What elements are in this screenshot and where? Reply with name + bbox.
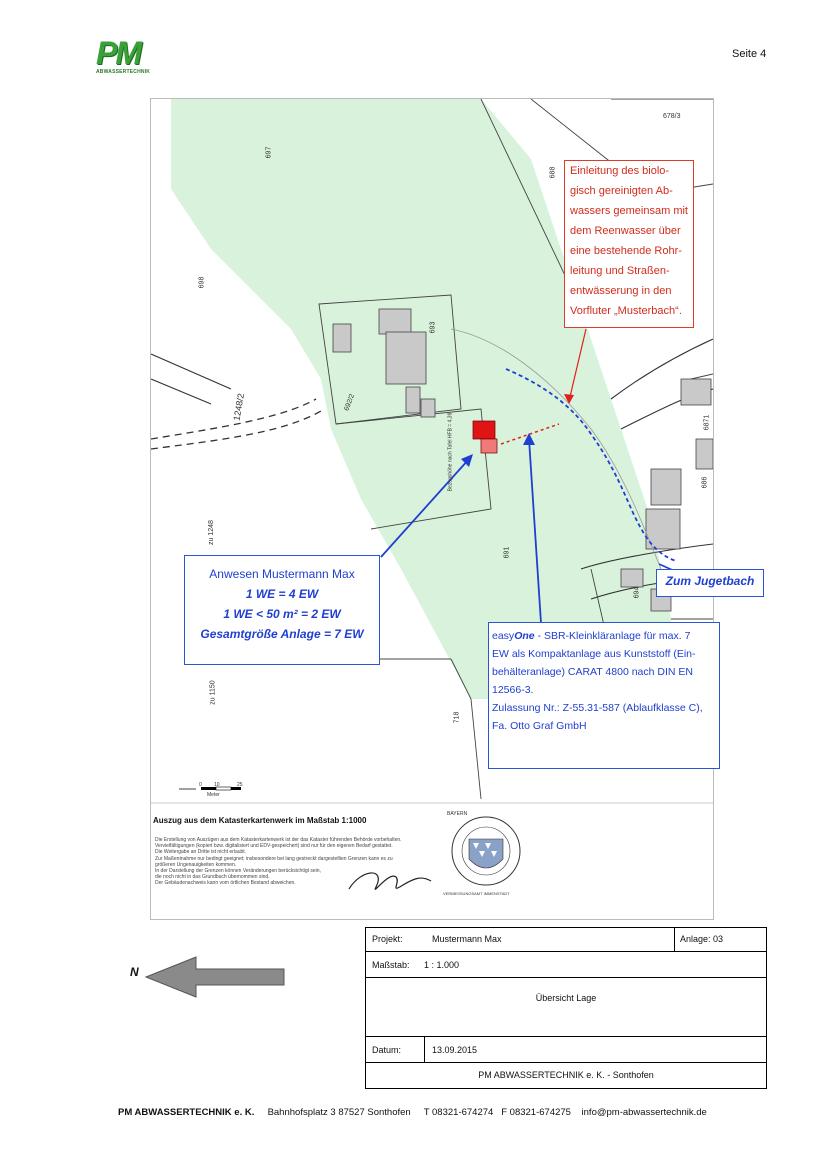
treatment-tank-secondary (481, 439, 497, 453)
parcel-label: zu 1248 (207, 520, 215, 545)
kataster-line: Die Erstellung von Auszügen aus dem Katasterkartenwerk ist der das Kataster führenden Behörde vorbehalten. (155, 837, 402, 843)
parcel-label: zu 1150 (209, 680, 217, 705)
projekt-label: Projekt: (372, 934, 403, 944)
owner-callout (184, 555, 380, 665)
kataster-line: die noch nicht in das Grundbuch übernommen sind. (155, 874, 270, 881)
callout-line: dem Reenwasser über (570, 225, 681, 237)
plant-line-1-rest: - SBR-Kleinkläranlage für max. 7 (534, 630, 691, 642)
parcel-label: 6871 (703, 414, 711, 431)
callout-line: gisch gereinigten Ab- (570, 185, 673, 197)
owner-we2: 1 WE < 50 m² = 2 EW (223, 607, 341, 621)
treatment-tank-main (473, 421, 495, 439)
footer-address: Bahnhofsplatz 3 87527 Sonthofen (267, 1107, 411, 1118)
datum-value: 13.09.2015 (432, 1045, 478, 1055)
brand-name: One (514, 630, 535, 642)
callout-line: leitung und Straßen- (570, 265, 670, 277)
callout-line: Einleitung des biolo- (570, 165, 670, 177)
plant-line: 12566-3. (492, 684, 534, 696)
drawing-title: Übersicht Lage (535, 993, 597, 1003)
parcel-label: 691 (503, 546, 511, 559)
scale-bar (179, 787, 241, 790)
discharge-callout (564, 160, 694, 328)
footer-fax: F 08321-674275 (501, 1107, 571, 1118)
brand-prefix: easy (492, 630, 515, 642)
jugetbach-callout: Zum Jugetbach (656, 569, 764, 597)
owner-we1: 1 WE = 4 EW (245, 587, 319, 601)
title-block (365, 927, 767, 1089)
footer-company: PM ABWASSERTECHNIK e. K. (118, 1107, 255, 1118)
parcel-label: 688 (549, 166, 557, 179)
parcel-label: 697 (265, 146, 273, 159)
kataster-title: Auszug aus dem Katasterkartenwerk im Maßstab 1:1000 (153, 816, 367, 825)
datum-label: Datum: (372, 1045, 402, 1055)
parcel-label: 698 (198, 276, 206, 289)
north-arrow-icon (144, 954, 286, 1000)
logo-subtitle: ABWASSERTECHNIK (96, 69, 151, 75)
parcel-label: 1248/2 (231, 392, 247, 422)
plant-callout (488, 622, 720, 769)
plant-line: EW als Kompaktanlage aus Kunststoff (Ein- (492, 648, 696, 660)
seal-top-text: BAYERN (447, 811, 468, 817)
north-label: N (130, 965, 139, 979)
company-logo (96, 35, 151, 76)
kataster-line: Die Weitergabe an Dritte ist nicht erlaubt. (155, 849, 247, 856)
plant-line-1 (492, 627, 717, 645)
parcel-label: 678/3 (663, 113, 681, 120)
kataster-line: Zur Maßentnahme nur bedingt geeignet; insbesondere bei lang gestreckt dargestellten Grenzen kann es zu (155, 855, 393, 862)
projekt-value: Mustermann Max (432, 934, 502, 944)
parcel-label: 686 (701, 476, 709, 489)
footer-phone: T 08321-674274 (423, 1107, 494, 1118)
scale-tick: 0 (199, 782, 202, 788)
parcel-label: 718 (453, 711, 461, 724)
scale-tick: 10 (214, 782, 220, 788)
footer-email: info@pm-abwassertechnik.de (581, 1107, 707, 1118)
callout-line: entwässerung in den (570, 285, 672, 297)
callout-line: wassers gemeinsam mit (570, 205, 688, 217)
massstab-value: 1 : 1.000 (424, 960, 460, 970)
anlage-number: Anlage: 03 (680, 934, 724, 944)
parcel-label: 693 (429, 321, 437, 334)
kataster-line: In der Darstellung der Grenzen können Veränderungen berücksichtigt sein, (155, 868, 321, 875)
callout-line: eine bestehende Rohr- (570, 245, 682, 257)
page-footer (118, 1107, 707, 1118)
scale-unit: Meter (207, 792, 220, 798)
owner-name: Anwesen Mustermann Max (209, 567, 355, 581)
owner-total: Gesamtgröße Anlage = 7 EW (200, 627, 364, 641)
kataster-line: Vervielfältigungen (kopiert bzw. digitalisiert und EDV-gespeichert) sind nur für den eigenen Bedarf gestattet. (155, 843, 393, 850)
official-seal (452, 817, 520, 885)
seal-text: VERMESSUNGSAMT IMMENSTADT (443, 891, 510, 896)
kataster-disclaimer (155, 837, 445, 887)
company-line: PM ABWASSERTECHNIK e. K. - Sonthofen (478, 1070, 654, 1080)
plant-line: Fa. Otto Graf GmbH (492, 720, 587, 732)
building-note: Bezugshöhe nach Tafel HFB = 4,39 (447, 412, 454, 492)
kataster-line: Der Gebäudenachweis kann vom örtlichen Bestand abweichen. (155, 880, 296, 887)
scale-tick: 25 (237, 782, 243, 788)
plant-line: behälteranlage) CARAT 4800 nach DIN EN (492, 666, 693, 678)
parcel-label: 694 (633, 586, 641, 599)
callout-line: Vorfluter „Musterbach“. (570, 305, 682, 317)
plant-line: Zulassung Nr.: Z-55.31-587 (Ablaufklasse C), (492, 702, 703, 714)
parcel-label: 692/2 (343, 393, 357, 412)
page-number: Seite 4 (732, 48, 767, 60)
kataster-line: größeren Ungenauigkeiten kommen. (155, 861, 237, 868)
logo-text: PM (96, 35, 140, 71)
massstab-label: Maßstab: (372, 960, 410, 970)
